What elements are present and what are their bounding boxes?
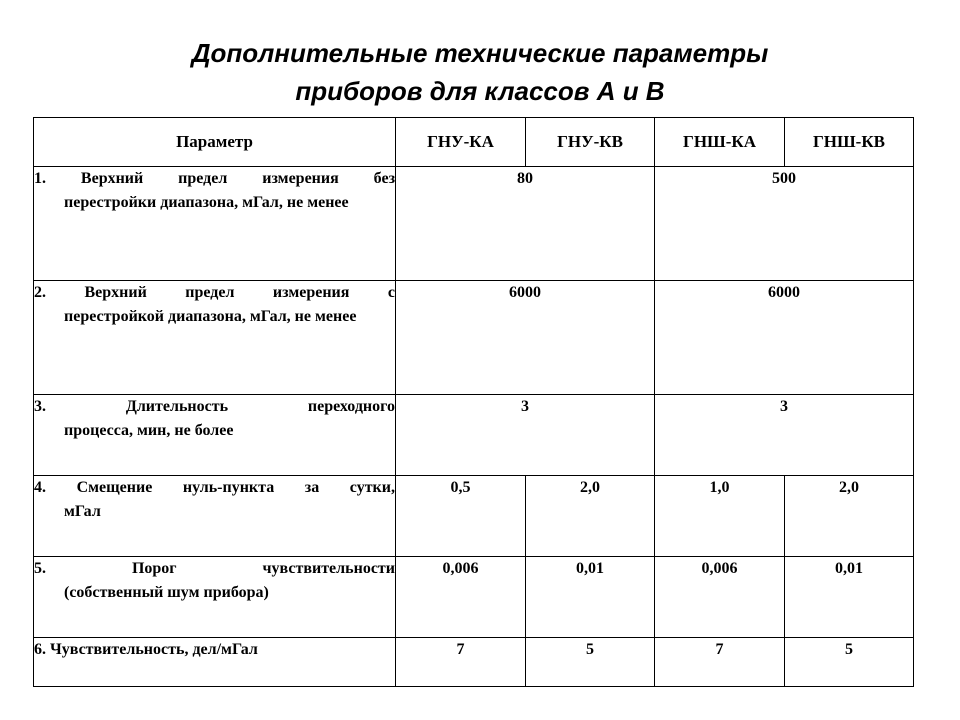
- value-cell-gnu-kv: 0,01: [526, 557, 655, 638]
- gnu-value-cell: 6000: [396, 281, 655, 395]
- parameter-line: 2. Верхний предел измерения с: [34, 284, 395, 301]
- header-parameter: Параметр: [34, 118, 396, 167]
- parameter-cell: [34, 281, 396, 395]
- gnsh-value-cell: 6000: [655, 281, 914, 395]
- parameter-continuation: перестройки диапазона, мГал, не менее: [64, 194, 349, 211]
- parameter-continuation: (собственный шум прибора): [64, 584, 269, 601]
- value-cell-gnu-ka: 7: [396, 638, 526, 687]
- value-cell-gnsh-ka: 0,006: [655, 557, 785, 638]
- header-gnsh-ka: ГНШ-КА: [655, 118, 785, 167]
- value-cell-gnsh-ka: 7: [655, 638, 785, 687]
- gnu-value-cell: 3: [396, 395, 655, 476]
- table-row: [34, 281, 914, 395]
- parameter-line: 5. Порог чувствительности: [34, 560, 395, 577]
- table-header-row: [34, 118, 914, 167]
- parameter-cell: [34, 395, 396, 476]
- table-row: [34, 557, 914, 638]
- parameter-cell: [34, 638, 396, 687]
- parameter-continuation: процесса, мин, не более: [64, 422, 234, 439]
- gnu-value-cell: 80: [396, 167, 655, 281]
- header-gnsh-kv: ГНШ-КВ: [785, 118, 914, 167]
- page-title: [0, 34, 960, 110]
- title-line-1: Дополнительные технические параметры: [191, 38, 769, 68]
- parameter-continuation: перестройкой диапазона, мГал, не менее: [64, 308, 357, 325]
- parameter-cell: [34, 167, 396, 281]
- gnsh-value-cell: 3: [655, 395, 914, 476]
- parameter-line: 3. Длительность переходного: [34, 398, 395, 415]
- header-gnu-kv: ГНУ-КВ: [526, 118, 655, 167]
- value-cell-gnsh-kv: 0,01: [785, 557, 914, 638]
- value-cell-gnu-kv: 2,0: [526, 476, 655, 557]
- table-row: [34, 476, 914, 557]
- value-cell-gnu-ka: 0,5: [396, 476, 526, 557]
- table-row: [34, 167, 914, 281]
- gnsh-value-cell: 500: [655, 167, 914, 281]
- value-cell-gnsh-kv: 2,0: [785, 476, 914, 557]
- parameter-cell: [34, 476, 396, 557]
- parameter-cell: [34, 557, 396, 638]
- parameter-line: 6. Чувствительность, дел/мГал: [34, 641, 258, 658]
- value-cell-gnu-ka: 0,006: [396, 557, 526, 638]
- parameter-line: 4. Смещение нуль-пункта за сутки,: [34, 479, 395, 496]
- title-line-2: приборов для классов А и В: [295, 76, 665, 106]
- table-row: [34, 395, 914, 476]
- table-row: [34, 638, 914, 687]
- value-cell-gnsh-ka: 1,0: [655, 476, 785, 557]
- parameters-table: [33, 117, 914, 687]
- header-gnu-ka: ГНУ-КА: [396, 118, 526, 167]
- value-cell-gnu-kv: 5: [526, 638, 655, 687]
- parameter-line: 1. Верхний предел измерения без: [34, 170, 395, 187]
- value-cell-gnsh-kv: 5: [785, 638, 914, 687]
- parameter-continuation: мГал: [64, 503, 101, 520]
